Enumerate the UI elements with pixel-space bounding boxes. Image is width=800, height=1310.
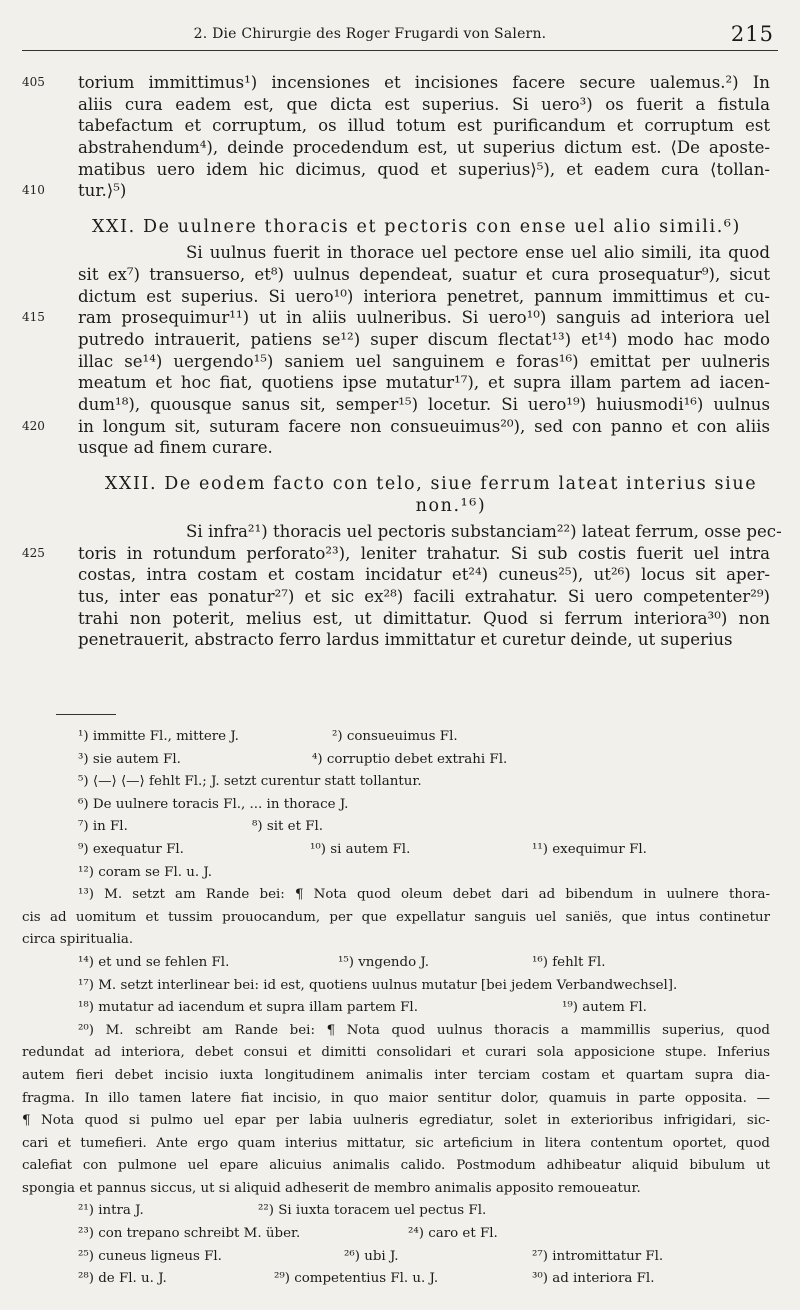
footnote-13 bbox=[22, 884, 770, 952]
footnote-row bbox=[22, 794, 770, 817]
footnote-3: ³) sie autem Fl. bbox=[78, 751, 181, 767]
footnote-row bbox=[22, 997, 770, 1020]
line-text: Si infra²¹) thoracis uel pectoris substanciam²²) lateat ferrum, osse pec- bbox=[186, 522, 782, 541]
text-line bbox=[22, 307, 770, 329]
line-text: in longum sit, suturam facere non consueuimus²⁰), sed con panno et con aliis bbox=[78, 416, 770, 436]
line-number: 415 bbox=[22, 310, 45, 325]
section-heading-xxi: XXI. De uulnere thoracis et pectoris con ense uel alio simili.⁶) bbox=[92, 217, 741, 238]
footnote-line: calefiat con pulmone uel epare alicuius animalis calido. Postmodum adhibeatur aliquid bibulum ut bbox=[22, 1158, 770, 1174]
footnote-row bbox=[22, 749, 770, 772]
text-line bbox=[22, 394, 770, 416]
line-number: 425 bbox=[22, 545, 45, 560]
footnote-25: ²⁵) cuneus ligneus Fl. bbox=[78, 1248, 222, 1264]
text-line bbox=[22, 629, 770, 651]
line-text: costas, intra costam et costam incidatur et²⁴) cuneus²⁵), ut²⁶) locus sit aper- bbox=[78, 565, 770, 585]
text-line bbox=[22, 264, 770, 286]
line-text: Si uulnus fuerit in thorace uel pectore ense uel alio simili, ita quod bbox=[186, 243, 770, 263]
line-text: tur.⟩⁵) bbox=[78, 181, 127, 201]
footnote-6: ⁶) De uulnere toracis Fl., ... in thorace J. bbox=[78, 796, 349, 812]
line-text: abstrahendum⁴), deinde procedendum est, ut superius dictum est. ⟨De aposte- bbox=[78, 138, 770, 158]
footnote-18: ¹⁸) mutatur ad iacendum et supra illam partem Fl. bbox=[78, 1000, 418, 1016]
text-line bbox=[22, 351, 770, 373]
footnote-11: ¹¹) exequimur Fl. bbox=[532, 841, 647, 857]
footnote-27: ²⁷) intromittatur Fl. bbox=[532, 1248, 664, 1264]
footnote-row bbox=[22, 1200, 770, 1223]
line-text: trahi non poterit, melius est, ut dimittatur. Quod si ferrum interiora³⁰) non bbox=[78, 608, 770, 628]
line-text: toris in rotundum perforato²³), leniter trahatur. Si sub costis fuerit uel intra bbox=[78, 543, 770, 563]
footnotes bbox=[22, 726, 770, 1291]
footnote-30: ³⁰) ad interiora Fl. bbox=[532, 1271, 655, 1287]
footnote-29: ²⁹) competentius Fl. u. J. bbox=[274, 1271, 439, 1287]
footnote-17: ¹⁷) M. setzt interlinear bei: id est, quotiens uulnus mutatur [bei jedem Verbandwechsel]. bbox=[78, 977, 678, 993]
text-line bbox=[22, 137, 770, 159]
line-text: torium immittimus¹) incensiones et incisiones facere secure ualemus.²) In bbox=[78, 73, 770, 92]
line-text: dictum est superius. Si uero¹⁰) interiora penetret, pannum immittimus et cu- bbox=[78, 286, 770, 306]
footnote-5: ⁵) ⟨—⟩ ⟨—⟩ fehlt Fl.; J. setzt curentur statt tollantur. bbox=[78, 774, 422, 790]
line-text: sit ex⁷) transuerso, et⁸) uulnus dependeat, suatur et cura prosequatur⁹), sicut bbox=[78, 264, 770, 284]
paragraph-continuation bbox=[22, 72, 770, 202]
paragraph-xxii bbox=[22, 521, 782, 651]
footnote-9: ⁹) exequatur Fl. bbox=[78, 841, 184, 857]
footnote-14: ¹⁴) et und se fehlen Fl. bbox=[78, 954, 230, 970]
text-line bbox=[22, 159, 770, 181]
text-line bbox=[22, 521, 782, 543]
page-number: 215 bbox=[730, 22, 774, 46]
line-text: illac se¹⁴) uergendo¹⁵) saniem uel sanguinem e foras¹⁶) emittat per uulneris bbox=[78, 351, 770, 371]
line-text: tus, inter eas ponatur²⁷) et sic ex²⁸) facili extrahatur. Si uero competenter²⁹) bbox=[78, 587, 770, 607]
footnote-26: ²⁶) ubi J. bbox=[344, 1248, 399, 1264]
line-number: 420 bbox=[22, 418, 45, 433]
footnote-line: cari et tumefieri. Ante ergo quam interius mittatur, sic arteficium in litera contentum oportet, quod bbox=[22, 1135, 770, 1151]
footnote-line: fragma. In illo tamen latere fiat incisio, in quo maior sentitur dolor, quamuis in parte opposita. — bbox=[22, 1090, 770, 1106]
footnote-row bbox=[22, 952, 770, 975]
text-line bbox=[22, 329, 770, 351]
footnote-15: ¹⁵) vngendo J. bbox=[338, 954, 430, 970]
line-number: 405 bbox=[22, 75, 45, 89]
text-line bbox=[22, 242, 770, 264]
footnote-4: ⁴) corruptio debet extrahi Fl. bbox=[312, 751, 508, 767]
footnote-row bbox=[22, 816, 770, 839]
footnote-divider bbox=[56, 714, 116, 715]
footnote-line: spongia et pannus siccus, ut si aliquid adheserit de membro animalis apposito remoueatur. bbox=[22, 1180, 641, 1196]
text-line bbox=[22, 564, 770, 586]
footnote-line: ¶ Nota quod si pulmo uel epar per labia uulneris egrediatur, solet in exterioribus infrigidari, sic- bbox=[22, 1113, 770, 1129]
main-text bbox=[22, 72, 782, 651]
text-line bbox=[22, 586, 770, 608]
running-title: 2. Die Chirurgie des Roger Frugardi von Salern. bbox=[193, 26, 547, 42]
footnote-line: redundat ad interiora, debet consui et dimitti consolidari et curari sola apposicione stupe. Inferius bbox=[22, 1045, 770, 1061]
section-heading-xxii bbox=[22, 473, 770, 517]
footnote-28: ²⁸) de Fl. u. J. bbox=[78, 1271, 167, 1287]
footnote-line: ¹³) M. setzt am Rande bei: ¶ Nota quod oleum debet dari ad bibendum in uulnere thora- bbox=[78, 887, 770, 903]
line-text: usque ad finem curare. bbox=[78, 438, 273, 458]
footnote-24: ²⁴) caro et Fl. bbox=[408, 1226, 498, 1242]
footnote-row bbox=[22, 771, 770, 794]
footnote-row bbox=[22, 1223, 770, 1246]
footnote-19: ¹⁹) autem Fl. bbox=[562, 1000, 647, 1016]
text-line bbox=[22, 372, 770, 394]
footnote-row bbox=[22, 1246, 770, 1269]
footnote-row bbox=[22, 862, 770, 885]
line-text: dum¹⁸), quousque sanus sit, semper¹⁵) locetur. Si uero¹⁹) huiusmodi¹⁶) uulnus bbox=[78, 394, 770, 414]
text-line bbox=[22, 416, 770, 438]
footnote-16: ¹⁶) fehlt Fl. bbox=[532, 954, 606, 970]
section-heading-xxii-line2: non.¹⁶) bbox=[415, 496, 487, 516]
footnote-10: ¹⁰) si autem Fl. bbox=[310, 841, 411, 857]
footnote-row bbox=[22, 726, 770, 749]
footnote-line: autem fieri debet incisio iuxta longitudinem animalis inter terciam costam et quartam supra dia- bbox=[22, 1067, 770, 1083]
footnote-1: ¹) immitte Fl., mittere J. bbox=[78, 729, 239, 744]
footnote-8: ⁸) sit et Fl. bbox=[252, 819, 324, 835]
footnote-20 bbox=[22, 1020, 770, 1201]
running-header bbox=[22, 22, 778, 51]
line-text: ram prosequimur¹¹) ut in aliis uulneribus. Si uero¹⁰) sanguis ad interiora uel bbox=[78, 308, 770, 328]
footnote-22: ²²) Si iuxta toracem uel pectus Fl. bbox=[258, 1203, 487, 1219]
footnote-row bbox=[22, 1268, 770, 1291]
line-number: 410 bbox=[22, 183, 45, 198]
text-line bbox=[22, 115, 770, 137]
footnote-row bbox=[22, 839, 770, 862]
section-heading-xxii-line1: XXII. De eodem facto con telo, siue ferrum lateat interius siue bbox=[104, 474, 758, 494]
line-text: aliis cura eadem est, que dicta est superius. Si uero³) os fuerit a fistula bbox=[78, 94, 770, 114]
footnote-21: ²¹) intra J. bbox=[78, 1203, 144, 1219]
text-line bbox=[22, 72, 770, 94]
text-line bbox=[22, 437, 770, 459]
footnote-12: ¹²) coram se Fl. u. J. bbox=[78, 864, 212, 880]
line-text: penetrauerit, abstracto ferro lardus immittatur et curetur deinde, ut superius bbox=[78, 630, 733, 650]
footnote-23: ²³) con trepano schreibt M. über. bbox=[78, 1226, 301, 1242]
line-text: meatum et hoc fiat, quotiens ipse mutatur¹⁷), et supra illam partem ad iacen- bbox=[78, 373, 770, 393]
paragraph-xxi bbox=[22, 242, 770, 459]
footnote-row bbox=[22, 975, 770, 998]
line-text: matibus uero idem hic dicimus, quod et superius⟩⁵), et eadem cura ⟨tollan- bbox=[78, 159, 770, 179]
footnote-line: circa spiritualia. bbox=[22, 932, 134, 948]
text-line bbox=[22, 543, 770, 565]
text-line bbox=[22, 180, 770, 202]
text-line bbox=[22, 286, 770, 308]
footnote-2: ²) consueuimus Fl. bbox=[332, 729, 458, 744]
line-text: tabefactum et corruptum, os illud totum est purificandum et corruptum est bbox=[78, 116, 770, 136]
footnote-line: ²⁰) M. schreibt am Rande bei: ¶ Nota quod uulnus thoracis a mammillis superius, quod bbox=[78, 1022, 770, 1038]
footnote-7: ⁷) in Fl. bbox=[78, 819, 128, 835]
text-line bbox=[22, 608, 770, 630]
footnote-line: cis ad uomitum et tussim prouocandum, per que expellatur sanguis uel saniës, que intus continetur bbox=[22, 909, 770, 925]
text-line bbox=[22, 94, 770, 116]
line-text: putredo intrauerit, patiens se¹²) super discum flectat¹³) et¹⁴) modo hac modo bbox=[78, 329, 770, 349]
